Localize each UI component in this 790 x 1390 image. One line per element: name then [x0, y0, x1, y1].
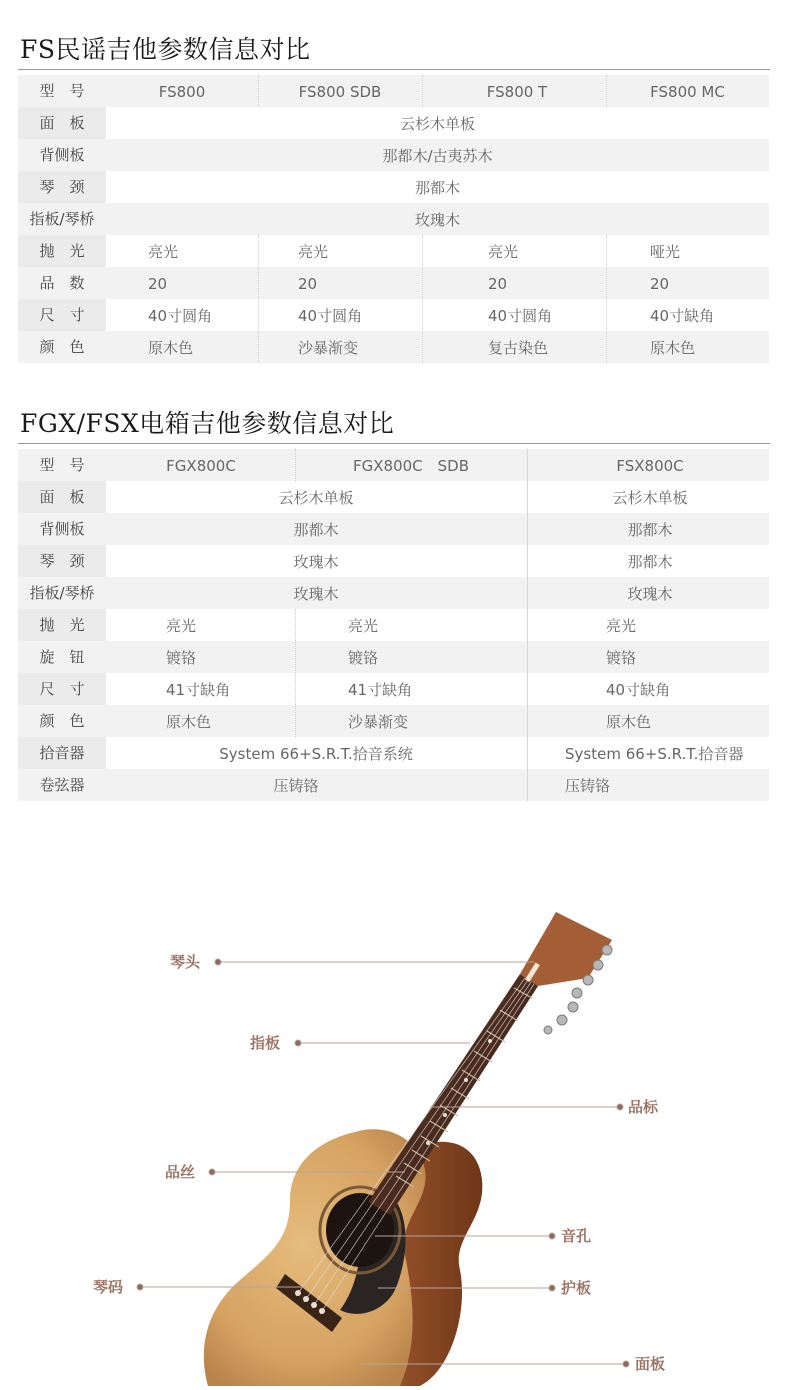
- spec-value: System 66+S.R.T.拾音器: [565, 745, 744, 763]
- guitar-diagram: [0, 870, 790, 1386]
- row-label: 型 号: [39, 82, 85, 100]
- table-row: [18, 235, 769, 267]
- callout-headstock: 琴头: [170, 953, 201, 971]
- column-divider: [527, 449, 528, 801]
- spec-value: 镀铬: [166, 649, 197, 667]
- model-name: FS800 T: [486, 83, 548, 101]
- table-row: [18, 267, 769, 299]
- spec-value: 云杉木单板: [399, 115, 475, 133]
- callout-top: 面板: [635, 1355, 666, 1373]
- column-divider: [258, 75, 259, 107]
- spec-value: 40寸圆角: [488, 307, 553, 325]
- spec-value: 41寸缺角: [166, 681, 231, 699]
- row-label: 尺 寸: [18, 673, 106, 705]
- spec-value: 亮光: [148, 243, 179, 261]
- table-row: [18, 641, 769, 673]
- row-label: 面 板: [18, 107, 106, 139]
- spec-value: 亮光: [298, 243, 329, 261]
- column-divider: [422, 235, 423, 363]
- model-name: FS800: [158, 83, 206, 101]
- spec-value: 那都木: [627, 521, 673, 539]
- model-name: FSX800C: [616, 457, 684, 475]
- row-label: 尺 寸: [18, 299, 106, 331]
- row-label: 背侧板: [39, 146, 85, 164]
- table-row: [18, 75, 769, 107]
- spec-value: 压铸铬: [565, 777, 611, 795]
- spec-value: 亮光: [606, 617, 637, 635]
- row-label: 抛 光: [18, 235, 106, 267]
- section2-rule: [18, 443, 770, 444]
- spec-value: 哑光: [650, 243, 681, 261]
- headstock: [520, 912, 612, 986]
- spec-value: 镀铬: [348, 649, 379, 667]
- table-row: [18, 139, 769, 171]
- row-label: 拾音器: [18, 737, 106, 769]
- row-label: 颜 色: [39, 338, 85, 356]
- row-label: 背侧板: [39, 520, 85, 538]
- spec-value: 那都木: [627, 553, 673, 571]
- spec-value: 40寸缺角: [606, 681, 671, 699]
- model-name: FS800 SDB: [298, 83, 382, 101]
- callout-fingerboard: 指板: [250, 1034, 281, 1052]
- spec-value: 20: [650, 275, 670, 293]
- spec-value: 原木色: [166, 713, 212, 731]
- table-row: [18, 705, 769, 737]
- row-label: 面 板: [18, 481, 106, 513]
- spec-value: 那都木: [414, 179, 460, 197]
- spec-value: 20: [298, 275, 318, 293]
- spec-value: 玫瑰木: [293, 585, 339, 603]
- callout-inlay: 品标: [628, 1098, 659, 1116]
- column-divider: [422, 75, 423, 107]
- spec-value: 那都木/古夷苏木: [382, 147, 493, 165]
- table-row: [18, 171, 769, 203]
- spec-value: 20: [488, 275, 508, 293]
- row-label: 型 号: [39, 456, 85, 474]
- table-row: [18, 107, 769, 139]
- spec-value: 玫瑰木: [293, 553, 339, 571]
- row-label: 颜 色: [39, 712, 85, 730]
- guitar-illustration: [0, 870, 790, 1386]
- spec-value: 原木色: [650, 339, 696, 357]
- table-row: [18, 769, 769, 801]
- model-name: FGX800C SDB: [353, 457, 469, 475]
- model-name: FS800 MC: [650, 83, 725, 101]
- callout-bridge: 琴码: [93, 1278, 124, 1296]
- table-row: [18, 513, 769, 545]
- spec-value: 40寸缺角: [650, 307, 715, 325]
- spec-value: 复古染色: [488, 339, 549, 357]
- model-name: FGX800C: [166, 457, 236, 475]
- spec-value: 亮光: [348, 617, 379, 635]
- callout-soundhole: 音孔: [561, 1227, 592, 1245]
- spec-value: 20: [148, 275, 168, 293]
- spec-value: 40寸圆角: [298, 307, 363, 325]
- section1-rule: [18, 69, 770, 70]
- row-label: 琴 颈: [18, 171, 106, 203]
- callout-frets: 品丝: [165, 1163, 196, 1181]
- section1-title: FS民谣吉他参数信息对比: [20, 35, 311, 64]
- spec-value: System 66+S.R.T.拾音系统: [219, 745, 413, 763]
- table-row: [18, 609, 769, 641]
- row-label: 抛 光: [18, 609, 106, 641]
- spec-value: 镀铬: [606, 649, 637, 667]
- table-row: [18, 545, 769, 577]
- spec-value: 那都木: [293, 521, 339, 539]
- spec-value: 玫瑰木: [627, 585, 673, 603]
- column-divider: [295, 609, 296, 737]
- table-row: [18, 577, 769, 609]
- row-label: 旋 钮: [39, 648, 85, 666]
- spec-value: 原木色: [606, 713, 652, 731]
- spec-value: 云杉木单板: [612, 489, 688, 507]
- column-divider: [295, 449, 296, 481]
- section2-title: FGX/FSX电箱吉他参数信息对比: [20, 409, 395, 438]
- callout-pickguard: 护板: [561, 1279, 592, 1297]
- table-row: [18, 203, 769, 235]
- column-divider: [258, 235, 259, 363]
- table-row: [18, 299, 769, 331]
- row-label: 品 数: [39, 274, 85, 292]
- spec-value: 41寸缺角: [348, 681, 413, 699]
- table-row: [18, 331, 769, 363]
- column-divider: [606, 235, 607, 363]
- spec-value: 原木色: [148, 339, 194, 357]
- row-label: 指板/琴桥: [29, 584, 95, 602]
- column-divider: [606, 75, 607, 107]
- table-row: [18, 673, 769, 705]
- spec-value: 云杉木单板: [278, 489, 354, 507]
- spec-value: 沙暴渐变: [298, 339, 359, 357]
- row-label: 指板/琴桥: [29, 210, 95, 228]
- spec-value: 亮光: [488, 243, 519, 261]
- spec-value: 40寸圆角: [148, 307, 213, 325]
- table-row: [18, 737, 769, 769]
- row-label: 卷弦器: [39, 776, 85, 794]
- spec-value: 玫瑰木: [414, 211, 460, 229]
- row-label: 琴 颈: [18, 545, 106, 577]
- spec-value: 压铸铬: [273, 777, 319, 795]
- spec-value: 亮光: [166, 617, 197, 635]
- spec-value: 沙暴渐变: [348, 713, 409, 731]
- table-row: [18, 481, 769, 513]
- table-row: [18, 449, 769, 481]
